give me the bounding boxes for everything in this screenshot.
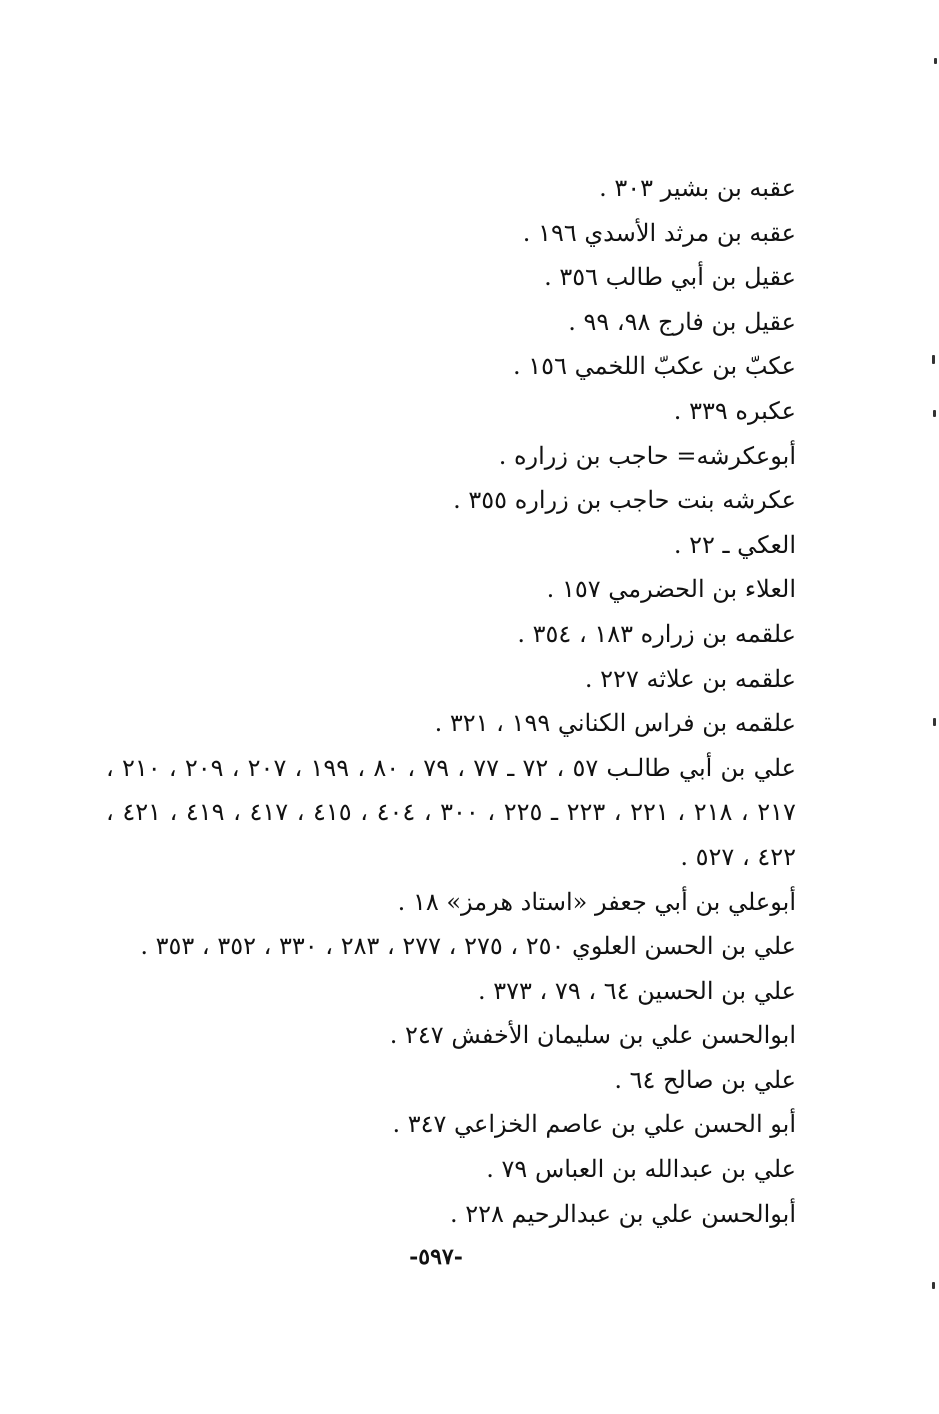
- index-entry: عقبه بن مرثد الأسدي ١٩٦ .: [522, 218, 796, 247]
- scan-edge-mark: [932, 1282, 935, 1289]
- index-entry: عقيل بن فارج ٩٨، ٩٩ .: [568, 307, 796, 336]
- page-number: -٥٩٧-: [409, 1244, 463, 1270]
- scan-edge-mark: [934, 58, 937, 64]
- scan-edge-mark: [933, 718, 936, 726]
- index-entry: علقمه بن زراره ١٨٣ ، ٣٥٤ .: [517, 619, 796, 648]
- index-entry: علقمه بن علاثه ٢٢٧ .: [584, 664, 796, 693]
- scan-edge-mark: [932, 355, 935, 364]
- scan-edge-mark: [933, 410, 936, 417]
- index-entry: علي بن عبدالله بن العباس ٧٩ .: [486, 1155, 796, 1184]
- index-entry: أبوعكرشه= حاجب بن زراره .: [498, 441, 796, 470]
- index-entry: علي بن صالح ٦٤ .: [614, 1065, 796, 1094]
- index-entry: عكبّ بن عكبّ اللخمي ١٥٦ .: [513, 352, 796, 381]
- index-entry: علقمه بن فراس الكناني ١٩٩ ، ٣٢١ .: [434, 709, 796, 738]
- index-entry: العكي ـ ٢٢ .: [673, 530, 796, 559]
- name-index: [106, 166, 796, 1236]
- index-entry-multiline: علي بن أبي طالـب ٥٧ ، ٧٢ ـ ٧٧ ، ٧٩ ، ٨٠ ، ١٩٩ ، ٢٠٧ ، ٢٠٩ ، ٢١٠ ، ٢١٧ ، ٢١٨ ، ٢٢١ ، ٢٢٣ ـ ٢٢٥ ، ٣٠٠ ، ٤٠٤ ، ٤١٥ ، ٤١٧ ، ٤١٩ ، ٤٢١ ، ٤٢٢ ، ٥٢٧ .: [106, 753, 796, 871]
- index-entry: أبوالحسن علي بن عبدالرحيم ٢٢٨ .: [449, 1199, 796, 1228]
- index-entry: علي بن الحسين ٦٤ ، ٧٩ ، ٣٧٣ .: [477, 976, 796, 1005]
- index-entry: العلاء بن الحضرمي ١٥٧ .: [546, 575, 796, 604]
- index-entry: عقيل بن أبي طالب ٣٥٦ .: [544, 263, 796, 292]
- index-entry: علي بن الحسن العلوي ٢٥٠ ، ٢٧٥ ، ٢٧٧ ، ٢٨٣ ، ٣٣٠ ، ٣٥٢ ، ٣٥٣ .: [140, 932, 796, 961]
- index-entry: عكرشه بنت حاجب بن زراره ٣٥٥ .: [453, 486, 796, 515]
- index-entry: أبوعلي بن أبي جعفر «استاد هرمز» ١٨ .: [397, 887, 796, 916]
- index-entry: ابوالحسن علي بن سليمان الأخفش ٢٤٧ .: [389, 1021, 796, 1050]
- index-entry: عكبره ٣٣٩ .: [673, 396, 796, 425]
- index-entry: عقبه بن بشير ٣٠٣ .: [599, 174, 796, 202]
- index-entry: أبو الحسن علي بن عاصم الخزاعي ٣٤٧ .: [392, 1110, 796, 1139]
